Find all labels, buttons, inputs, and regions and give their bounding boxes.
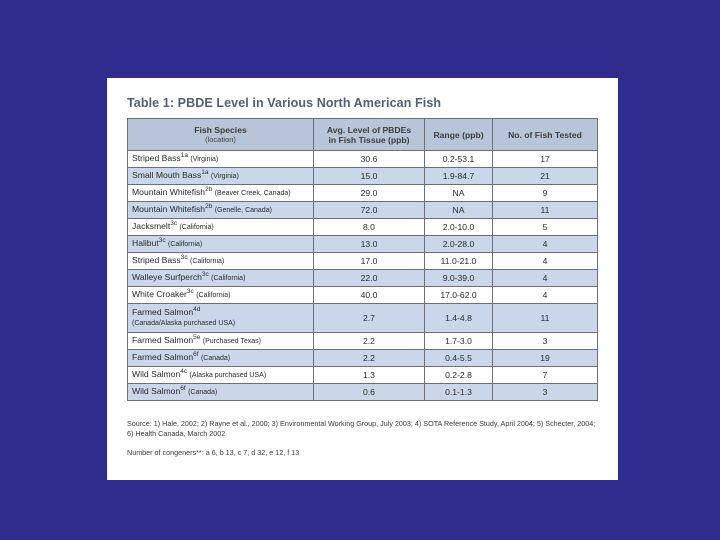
table-row (128, 270, 598, 287)
species-reference: 3c (180, 254, 188, 262)
species-reference: 3c (170, 220, 178, 228)
header-avg-line2: in Fish Tissue (ppb) (328, 134, 410, 145)
species-name: Striped Bass (132, 153, 181, 163)
species-name: Wild Salmon (132, 386, 181, 396)
species-reference: 3c (186, 288, 194, 296)
avg-level-cell: 30.6 (314, 151, 425, 168)
avg-level-cell: 0.6 (314, 384, 425, 401)
species-location: (Beaver Creek, Canada) (214, 190, 291, 197)
species-location: (Purchased Texas) (202, 338, 261, 345)
range-cell: 0.4-5.5 (425, 350, 493, 367)
range-cell: 1.9-84.7 (425, 168, 493, 185)
avg-level-cell: 22.0 (314, 270, 425, 287)
fish-count-cell: 7 (493, 367, 598, 384)
species-name: Walleye Surfperch (132, 272, 202, 282)
fish-count-cell: 4 (493, 236, 598, 253)
species-reference: 5e (193, 334, 201, 342)
species-reference: 3c (201, 271, 209, 279)
table-body (128, 151, 598, 401)
table-notes (127, 419, 602, 467)
fish-count-cell: 3 (493, 384, 598, 401)
range-cell: 2.0-28.0 (425, 236, 493, 253)
range-cell: 0.1-1.3 (425, 384, 493, 401)
table-card (107, 78, 618, 480)
species-location: (Canada) (200, 355, 231, 362)
species-location: (Virginia) (190, 156, 219, 163)
avg-level-cell: 72.0 (314, 202, 425, 219)
species-name: Farmed Salmon (132, 352, 194, 362)
source-note: Source: 1) Hale, 2002; 2) Rayne et al., 2000; 3) Environmental Working Group, July 2003; 4) SOTA Reference Study, April 2004; 5) Schecter, 2004; 6) Health Canada, March 2002 (127, 419, 596, 438)
species-reference: 2b (205, 203, 213, 211)
table-header-row (128, 119, 598, 151)
avg-level-cell: 1.3 (314, 367, 425, 384)
header-species-sub: (location) (205, 134, 236, 144)
species-reference: 1a (201, 169, 209, 177)
species-location: (Canada) (188, 389, 218, 396)
species-cell (128, 287, 314, 304)
species-name: Wild Salmon (132, 369, 181, 379)
fish-count-cell: 4 (493, 287, 598, 304)
avg-level-cell: 13.0 (314, 236, 425, 253)
header-species (128, 119, 314, 151)
avg-level-cell: 40.0 (314, 287, 425, 304)
table-row (128, 304, 598, 333)
table-row (128, 236, 598, 253)
species-location: (California) (211, 275, 246, 282)
species-name: Halibut (132, 238, 159, 248)
table-row (128, 287, 598, 304)
species-reference: 6f (193, 351, 199, 359)
species-name: Mountain Whitefish (132, 187, 206, 197)
avg-level-cell: 2.2 (314, 333, 425, 350)
table-row (128, 367, 598, 384)
species-name: Farmed Salmon (132, 335, 194, 345)
species-name: White Croaker (132, 289, 187, 299)
header-range: Range (ppb) (425, 119, 493, 151)
table-row (128, 384, 598, 401)
range-cell: 11.0-21.0 (425, 253, 493, 270)
species-cell (128, 384, 314, 401)
fish-count-cell: 17 (493, 151, 598, 168)
species-reference: 2b (205, 186, 213, 194)
fish-count-cell: 11 (493, 202, 598, 219)
range-cell: 0.2-53.1 (425, 151, 493, 168)
species-reference: 1a (180, 152, 188, 160)
fish-count-cell: 4 (493, 253, 598, 270)
header-avg (314, 119, 425, 151)
fish-count-cell: 11 (493, 304, 598, 333)
species-location: (California) (168, 241, 203, 248)
range-cell: 0.2-2.8 (425, 367, 493, 384)
species-cell (128, 270, 314, 287)
species-reference: 4c (180, 368, 188, 376)
range-cell: NA (425, 202, 493, 219)
species-cell (128, 304, 314, 333)
table-row (128, 168, 598, 185)
fish-count-cell: 3 (493, 333, 598, 350)
species-name: Farmed Salmon (132, 307, 194, 317)
species-location: (Virginia) (210, 173, 239, 180)
species-location: (California) (190, 258, 225, 265)
species-cell (128, 350, 314, 367)
table-row (128, 350, 598, 367)
fish-count-cell: 19 (493, 350, 598, 367)
avg-level-cell: 8.0 (314, 219, 425, 236)
fish-count-cell: 5 (493, 219, 598, 236)
range-cell: 9.0-39.0 (425, 270, 493, 287)
fish-count-cell: 21 (493, 168, 598, 185)
species-cell (128, 151, 314, 168)
range-cell: 1.7-3.0 (425, 333, 493, 350)
header-species-label: Fish Species (194, 124, 247, 135)
avg-level-cell: 17.0 (314, 253, 425, 270)
range-cell: 2.0-10.0 (425, 219, 493, 236)
species-cell (128, 253, 314, 270)
species-name: Jacksmelt (132, 221, 171, 231)
species-cell (128, 202, 314, 219)
species-cell (128, 367, 314, 384)
range-cell: 1.4-4.8 (425, 304, 493, 333)
range-cell: NA (425, 185, 493, 202)
avg-level-cell: 2.2 (314, 350, 425, 367)
table-row (128, 151, 598, 168)
range-cell: 17.0-62.0 (425, 287, 493, 304)
table-row (128, 185, 598, 202)
species-location: (Canada/Alaska purchased USA) (132, 320, 236, 327)
species-name: Small Mouth Bass (132, 170, 202, 180)
table-row (128, 253, 598, 270)
species-cell (128, 168, 314, 185)
species-reference: 6f (180, 385, 186, 393)
species-cell (128, 219, 314, 236)
species-cell (128, 236, 314, 253)
species-reference: 4d (193, 306, 201, 314)
avg-level-cell: 2.7 (314, 304, 425, 333)
species-reference: 3c (158, 237, 166, 245)
header-avg-line1: Avg. Level of PBDEs (326, 124, 412, 135)
species-cell (128, 333, 314, 350)
table-row (128, 202, 598, 219)
table-row (128, 219, 598, 236)
table-row (128, 333, 598, 350)
table-title: Table 1: PBDE Level in Various North American Fish (127, 96, 442, 110)
species-location: (Alaska purchased USA) (189, 372, 267, 379)
avg-level-cell: 29.0 (314, 185, 425, 202)
header-count: No. of Fish Tested (493, 119, 598, 151)
avg-level-cell: 15.0 (314, 168, 425, 185)
fish-count-cell: 9 (493, 185, 598, 202)
pbde-table (127, 118, 598, 401)
species-name: Striped Bass (132, 255, 181, 265)
species-cell (128, 185, 314, 202)
fish-count-cell: 4 (493, 270, 598, 287)
species-location: (California) (196, 292, 231, 299)
species-name: Mountain Whitefish (132, 204, 206, 214)
congeners-note: Number of congeners**: a 6, b 13, c 7, d 32, e 12, f 13 (127, 448, 300, 457)
species-location: (Genelle, Canada) (214, 207, 272, 214)
species-location: (California) (179, 224, 214, 231)
